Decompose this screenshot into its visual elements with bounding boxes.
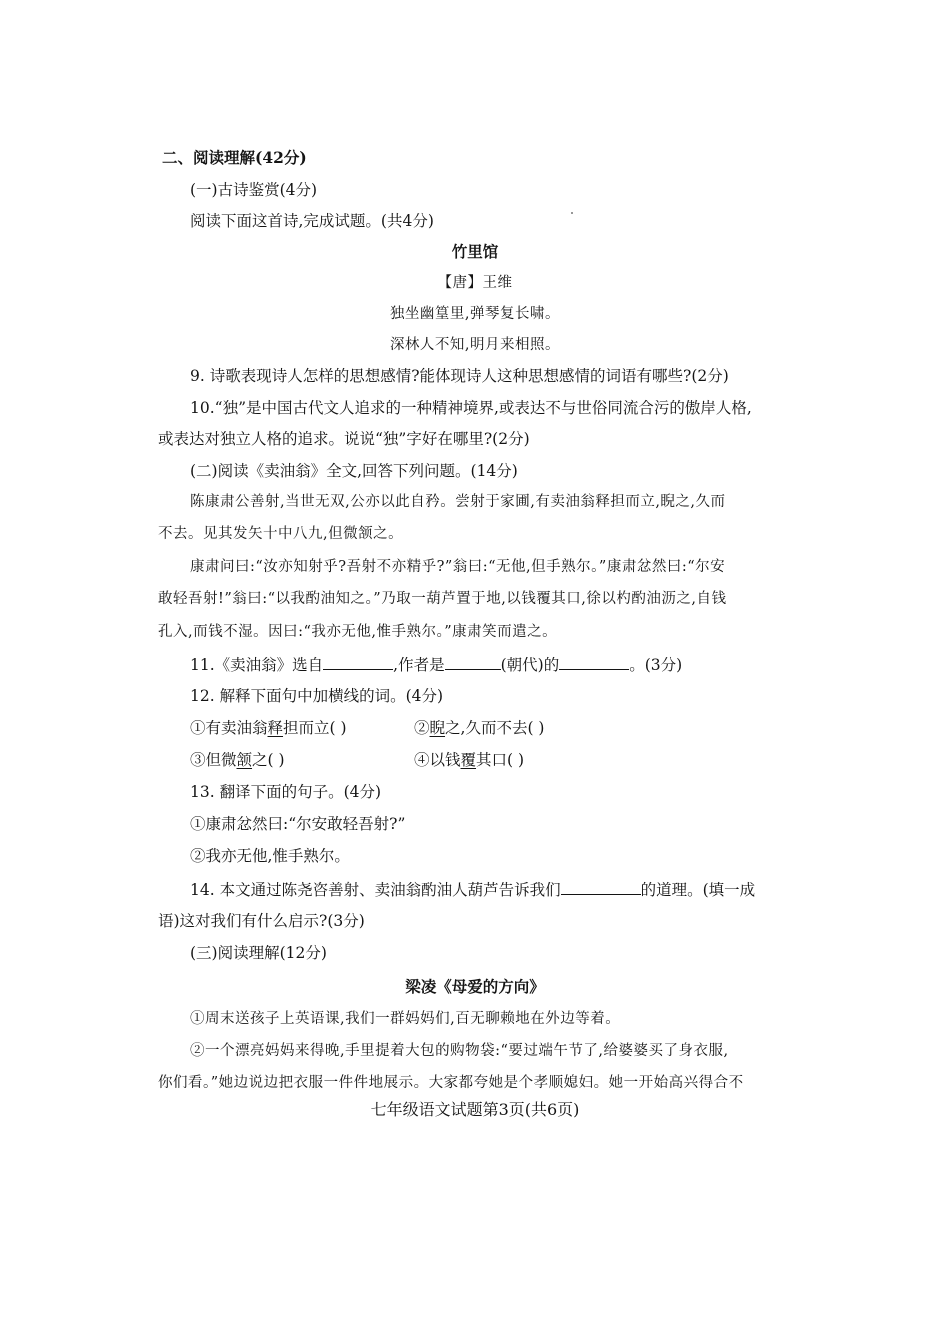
article-title: 梁凌《母爱的方向》 xyxy=(405,977,545,996)
q11-text-c: (朝代)的 xyxy=(500,656,560,674)
question-10-line-1: 10.“独”是中国古代文人追求的一种精神境界,或表达不与世俗同流合污的傲岸人格, xyxy=(190,399,752,417)
q11-blank-identity[interactable] xyxy=(559,655,629,670)
q12-item1-prefix: ①有卖油翁 xyxy=(190,719,268,737)
section-heading: 二、阅读理解(42分) xyxy=(162,148,307,167)
passage-p2-line-1: 康肃问曰:“汝亦知射乎?吾射不亦精乎?”翁曰:“无他,但手熟尔。”康肃忿然曰:“尔安 xyxy=(190,559,726,575)
poem-line-1: 独坐幽篁里,弹琴复长啸。 xyxy=(389,306,561,322)
question-13-item-1: ①康肃忿然曰:“尔安敢轻吾射?” xyxy=(190,815,406,833)
q12-item3-prefix: ③但微 xyxy=(190,751,237,769)
q11-text-d: 。(3分) xyxy=(629,656,683,674)
part1-title: (一)古诗鉴赏(4分) xyxy=(190,181,318,199)
q12-item1-suffix: 担而立( ) xyxy=(283,719,347,737)
question-14-line-2: 语)这对我们有什么启示?(3分) xyxy=(158,912,365,930)
passage-p1-line-2: 不去。见其发矢十中八九,但微颔之。 xyxy=(158,526,404,542)
q12-item2-prefix: ② xyxy=(414,719,430,737)
q14-text-a: 14. 本文通过陈尧咨善射、卖油翁酌油人葫芦告诉我们 xyxy=(190,881,561,899)
poem-author: 【唐】王维 xyxy=(437,275,513,291)
q12-item1-word: 释 xyxy=(267,719,284,737)
scan-speck xyxy=(571,212,573,214)
q11-blank-author[interactable] xyxy=(445,655,501,670)
q11-blank-source[interactable] xyxy=(323,655,393,670)
q12-item2-word: 睨 xyxy=(429,719,446,737)
part1-instruction: 阅读下面这首诗,完成试题。(共4分) xyxy=(190,212,434,230)
poem-title: 竹里馆 xyxy=(451,242,499,261)
question-12-item-4 xyxy=(414,750,524,770)
q12-item3-suffix: 之( ) xyxy=(252,751,285,769)
q11-text-a: 11.《卖油翁》选自 xyxy=(190,656,324,674)
question-11 xyxy=(190,655,682,675)
q12-item4-prefix: ④以钱 xyxy=(414,751,461,769)
passage-p2-line-3: 孔入,而钱不湿。因曰:“我亦无他,惟手熟尔。”康肃笑而遣之。 xyxy=(158,624,558,640)
question-12-item-1 xyxy=(190,718,347,738)
q12-item2-suffix: 之,久而不去( ) xyxy=(445,719,545,737)
poem-line-2: 深林人不知,明月来相照。 xyxy=(389,337,561,353)
q12-item4-suffix: 其口( ) xyxy=(476,751,525,769)
question-14-line-1 xyxy=(190,880,755,900)
article-p1: ①周末送孩子上英语课,我们一群妈妈们,百无聊赖地在外边等着。 xyxy=(190,1011,621,1027)
question-12-item-3 xyxy=(190,750,285,770)
question-12-item-2 xyxy=(414,718,544,738)
question-13-item-2: ②我亦无他,惟手熟尔。 xyxy=(190,847,350,865)
passage-p2-line-2: 敢轻吾射!”翁曰:“以我酌油知之。”乃取一葫芦置于地,以钱覆其口,徐以杓酌油沥之,自钱 xyxy=(158,591,727,607)
question-9: 9. 诗歌表现诗人怎样的思想感情?能体现诗人这种思想感情的词语有哪些?(2分) xyxy=(190,367,729,385)
q14-text-b: 的道理。(填一成 xyxy=(640,881,756,899)
q12-item3-word: 颔 xyxy=(236,751,253,769)
part3-title: (三)阅读理解(12分) xyxy=(190,944,327,962)
q11-text-b: ,作者是 xyxy=(393,656,445,674)
article-p2-line-1: ②一个漂亮妈妈来得晚,手里提着大包的购物袋:“要过端午节了,给婆婆买了身衣服, xyxy=(190,1043,729,1059)
question-12-stem: 12. 解释下面句中加横线的词。(4分) xyxy=(190,687,444,705)
passage-p1-line-1: 陈康肃公善射,当世无双,公亦以此自矜。尝射于家圃,有卖油翁释担而立,睨之,久而 xyxy=(190,494,726,510)
question-10-line-2: 或表达对独立人格的追求。说说“独”字好在哪里?(2分) xyxy=(158,430,530,448)
article-p2-line-2: 你们看。”她边说边把衣服一件件地展示。大家都夸她是个孝顺媳妇。她一开始高兴得合不 xyxy=(158,1075,744,1091)
q14-blank-idiom[interactable] xyxy=(561,880,641,895)
q12-item4-word: 覆 xyxy=(460,751,477,769)
question-13-stem: 13. 翻译下面的句子。(4分) xyxy=(190,783,382,801)
part2-title: (二)阅读《卖油翁》全文,回答下列问题。(14分) xyxy=(190,462,518,480)
page-footer: 七年级语文试题第3页(共6页) xyxy=(370,1100,580,1119)
